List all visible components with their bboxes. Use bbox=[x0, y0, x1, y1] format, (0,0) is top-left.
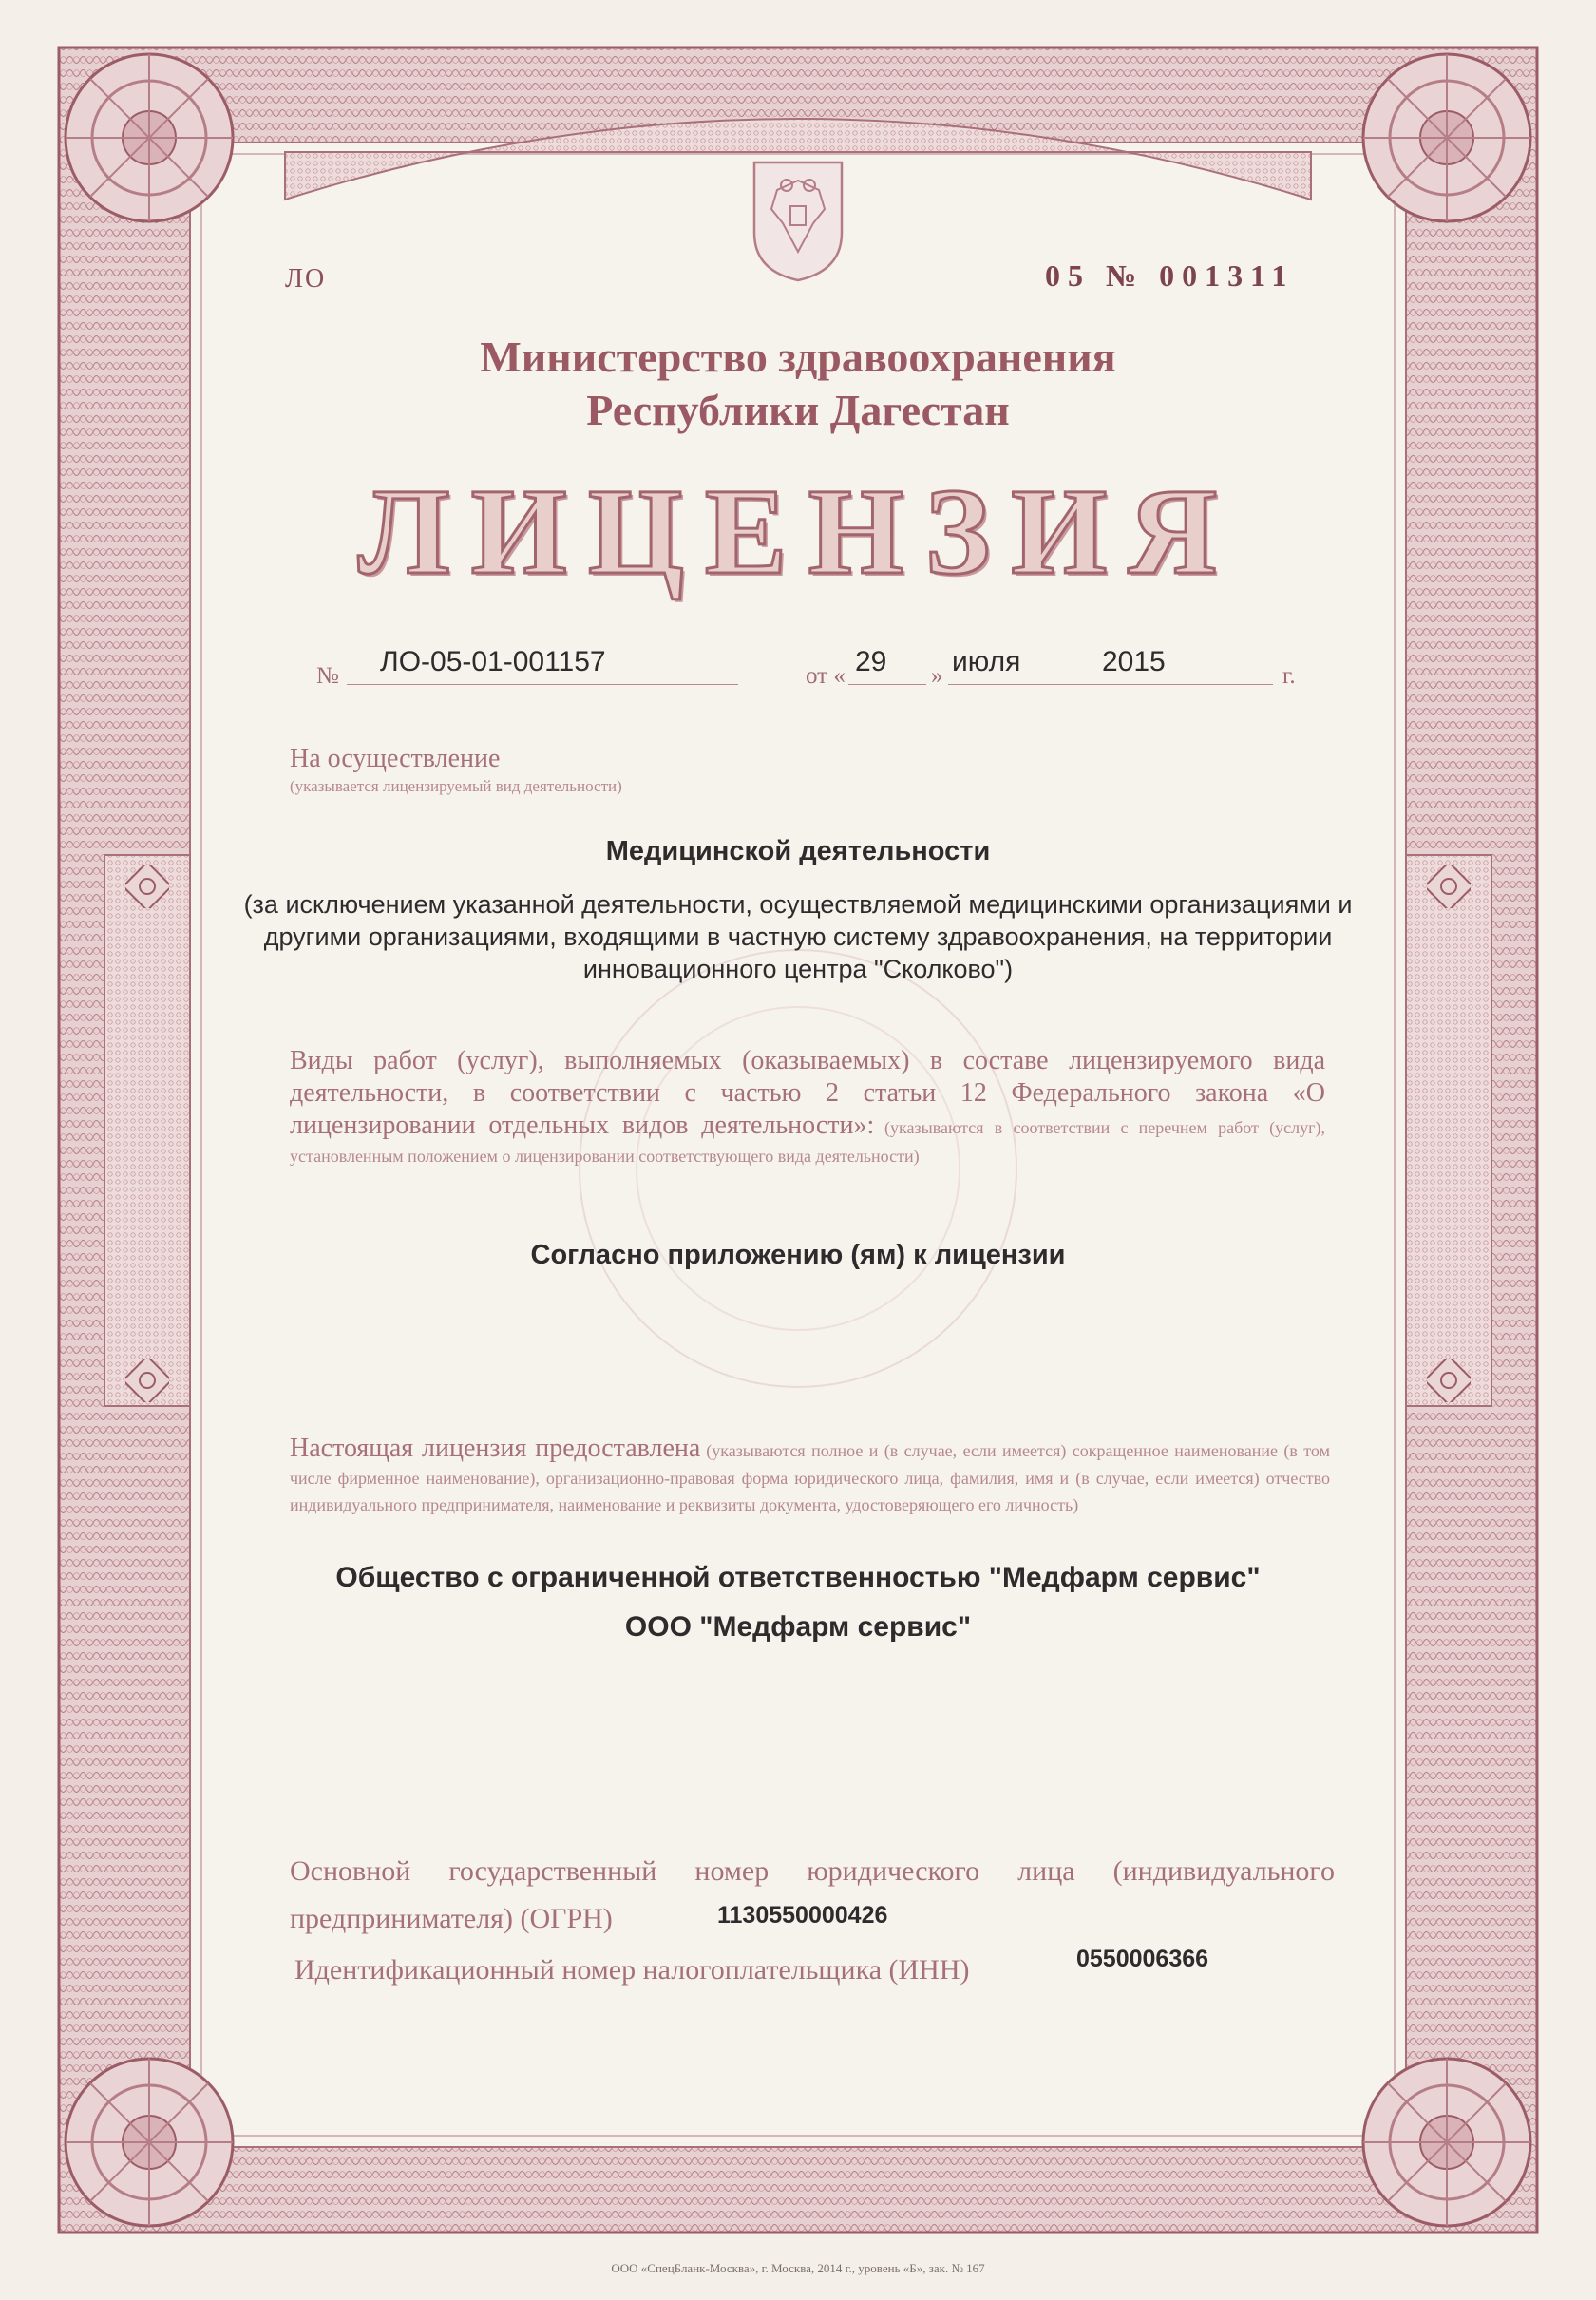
printer-imprint: ООО «СпецБланк-Москва», г. Москва, 2014 г., уровень «Б», зак. № 167 bbox=[611, 2261, 985, 2275]
works-label: Виды работ (услуг), выполняемых (оказываемых) в составе лицензируемого вида деятельности, в соответствии с частью 2 статьи 12 Федерального закона «О лицензировании отдельных видов деятельности»: bbox=[290, 1046, 1325, 1140]
works-value: Согласно приложению (ям) к лицензии bbox=[530, 1240, 1066, 1270]
activity-hint: (указывается лицензируемый вид деятельности) bbox=[290, 777, 622, 795]
date-from-label: от « bbox=[806, 663, 846, 689]
day-underline bbox=[848, 684, 926, 685]
inn-value: 0550006366 bbox=[1076, 1946, 1209, 1972]
year-suffix: г. bbox=[1282, 663, 1296, 689]
number-label: № bbox=[316, 663, 339, 689]
date-day-close: » bbox=[931, 663, 943, 689]
document-title: ЛИЦЕНЗИЯ bbox=[357, 464, 1239, 600]
license-day: 29 bbox=[855, 646, 887, 677]
company-full-name: Общество с ограниченной ответственностью "Медфарм сервис" bbox=[335, 1562, 1261, 1593]
license-month: июля bbox=[952, 646, 1021, 677]
ogrn-value: 1130550000426 bbox=[717, 1902, 888, 1929]
side-rosette-icon bbox=[125, 865, 169, 908]
corner-rosette-icon bbox=[59, 2052, 239, 2233]
company-short-name: ООО "Медфарм сервис" bbox=[624, 1611, 972, 1643]
corner-rosette-icon bbox=[59, 48, 239, 228]
license-year: 2015 bbox=[1102, 646, 1166, 677]
ogrn-label: Основной государственный номер юридического лица (индивидуального предпринимателя) (ОГРН) bbox=[290, 1855, 1335, 1934]
series-left: ЛО bbox=[285, 264, 327, 294]
inn-label: Идентификационный номер налогоплательщика (ИНН) bbox=[294, 1954, 970, 1986]
coat-of-arms-icon bbox=[749, 157, 847, 285]
number-underline bbox=[347, 684, 738, 685]
side-rosette-icon bbox=[1427, 865, 1471, 908]
side-rosette-icon bbox=[1427, 1359, 1471, 1402]
activity-value: Медицинской деятельности bbox=[605, 836, 991, 866]
series-number: 05 № 001311 bbox=[1045, 258, 1295, 293]
month-year-underline bbox=[948, 684, 1273, 685]
works-hint: (указываются в соответствии с перечнем работ (услуг), установленным положением о лицензировании соответствующего вида деятельности) bbox=[290, 1118, 1325, 1166]
licensee-hint: (указываются полное и (в случае, если имеется) сокращенное наименование (в том числе фирменное наименование), организационно-правовая форма юридического лица, фамилия, имя и (в случае, если имеется) отчество индивидуального предпринимателя, наименование и реквизиты документа, удостоверяющего его личность) bbox=[290, 1441, 1330, 1514]
ministry-line-2: Республики Дагестан bbox=[586, 386, 1010, 434]
corner-rosette-icon bbox=[1357, 2052, 1537, 2233]
side-rosette-icon bbox=[125, 1359, 169, 1402]
ministry-line-1: Министерство здравоохранения bbox=[480, 333, 1116, 381]
licensee-section bbox=[290, 1433, 1330, 1518]
works-section bbox=[290, 1045, 1325, 1170]
activity-label: На осуществление bbox=[290, 744, 501, 773]
licensee-label: Настоящая лицензия предоставлена bbox=[290, 1434, 701, 1463]
activity-note: (за исключением указанной деятельности, осуществляемой медицинскими организациями и другими организациями, входящими в частную систему здравоохранения, на территории инновационного центра "Сколково") bbox=[243, 890, 1353, 983]
license-number: ЛО-05-01-001157 bbox=[380, 646, 606, 677]
corner-rosette-icon bbox=[1357, 48, 1537, 228]
issuing-authority bbox=[0, 331, 1596, 437]
